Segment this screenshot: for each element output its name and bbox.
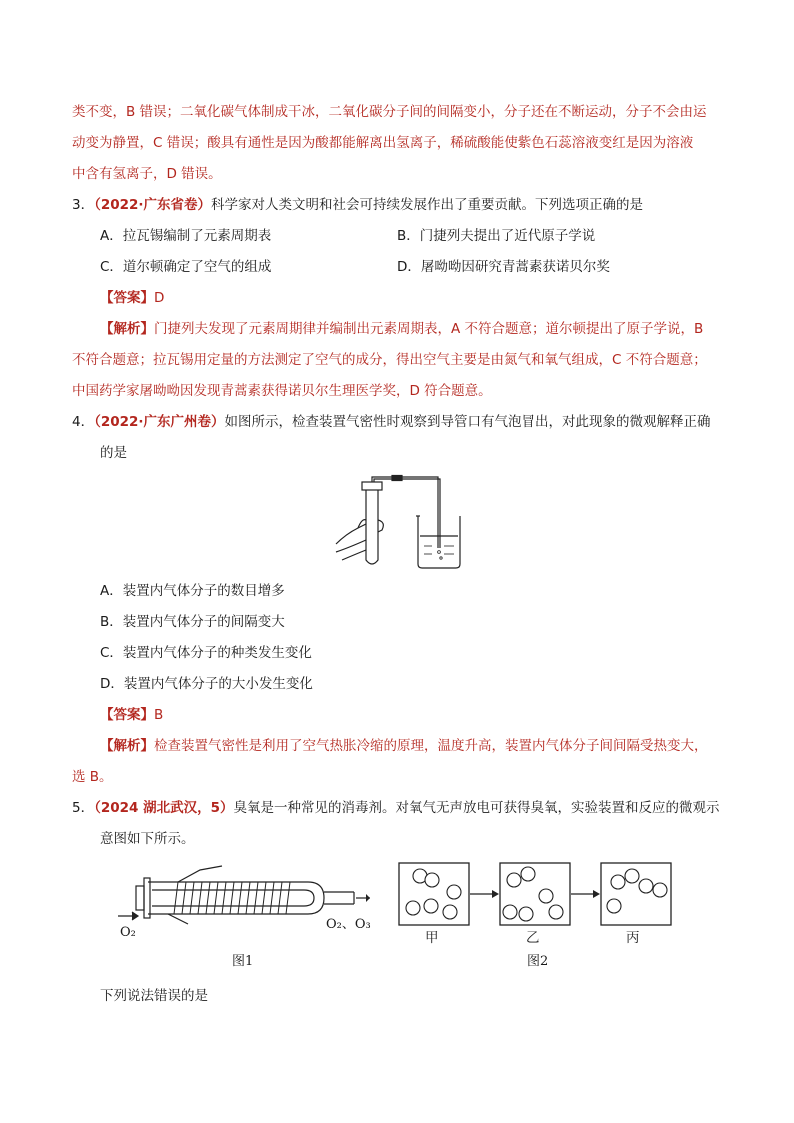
question-5-stem-cont: 意图如下所示。 [100,831,195,847]
question-4-stem [72,412,711,432]
q3-explanation-line-1: 【解析】门捷列夫发现了元素周期律并编制出元素周期表，A 不符合题意；道尔顿提出了原子学说，B [100,321,704,337]
prev-explanation-line-3: 中含有氢离子，D 错误。 [72,166,222,182]
fig1-outlet-label: O₂、O₃ [326,917,371,932]
question-number: 5． [72,800,95,816]
answer-value: B [154,707,164,723]
prev-explanation-line-1: 类不变，B 错误；二氧化碳气体制成干冰，二氧化碳分子间的间隔变小，分子还在不断运动，分子不会由运 [72,104,707,120]
question-text: 臭氧是一种常见的消毒剂。对氧气无声放电可获得臭氧，实验装置和反应的微观示 [233,800,720,816]
q4-explanation-line-2: 选 B。 [72,769,113,785]
q3-option-b: B．门捷列夫提出了近代原子学说 [397,228,596,244]
q3-option-a: A．拉瓦锡编制了元素周期表 [100,228,272,244]
q4-option-d: D．装置内气体分子的大小发生变化 [100,676,313,692]
fig2-caption: 图2 [527,954,549,969]
question-text: 科学家对人类文明和社会可持续发展作出了重要贡献。下列选项正确的是 [211,197,644,213]
answer-label: 【答案】 [100,707,154,723]
q4-option-c: C．装置内气体分子的种类发生变化 [100,645,312,661]
question-source: （2024 湖北武汉，5） [94,800,234,816]
question-3-stem [72,195,643,215]
fig2-label-jia: 甲 [425,930,439,946]
question-source: （2022·广东省卷） [94,197,212,213]
explanation-label: 【解析】 [100,738,154,754]
question-number: 4． [72,414,95,430]
explanation-label: 【解析】 [100,321,154,337]
q4-option-a: A．装置内气体分子的数目增多 [100,583,285,599]
question-5-stem [72,798,720,818]
fig1-caption: 图1 [232,954,254,969]
answer-value: D [154,290,165,306]
airtightness-apparatus-figure [328,474,468,570]
answer-label: 【答案】 [100,290,154,306]
question-text: 如图所示，检查装置气密性时观察到导管口有气泡冒出，对此现象的微观解释正确 [224,414,711,430]
prev-explanation-line-2: 动变为静置，C 错误；酸具有通性是因为酸都能解离出氢离子，稀硫酸能使紫色石蕊溶液变红是因为溶液 [72,135,694,151]
question-number: 3． [72,197,95,213]
question-4-stem-cont: 的是 [100,445,127,461]
question-source: （2022·广东广州卷） [94,414,225,430]
q3-explanation-line-2: 不符合题意；拉瓦锡用定量的方法测定了空气的成分，得出空气主要是由氮气和氧气组成，C 不符合题意； [72,352,707,368]
q3-answer [100,288,164,308]
q4-option-b: B．装置内气体分子的间隔变大 [100,614,285,630]
q4-answer [100,705,163,725]
q3-option-d: D．屠呦呦因研究青蒿素获诺贝尔奖 [397,259,610,275]
question-5-prompt: 下列说法错误的是 [100,988,208,1004]
fig2-label-bing: 丙 [626,930,640,946]
molecule-diagram-figure [398,862,673,928]
q3-explanation-line-3: 中国药学家屠呦呦因发现青蒿素获得诺贝尔生理医学奖，D 符合题意。 [72,383,492,399]
q4-explanation-line-1: 【解析】检查装置气密性是利用了空气热胀冷缩的原理，温度升高，装置内气体分子间间隔受热变大， [100,738,708,754]
fig2-label-yi: 乙 [526,930,540,946]
fig1-inlet-label: O₂ [120,925,136,940]
q3-option-c: C．道尔顿确定了空气的组成 [100,259,272,275]
